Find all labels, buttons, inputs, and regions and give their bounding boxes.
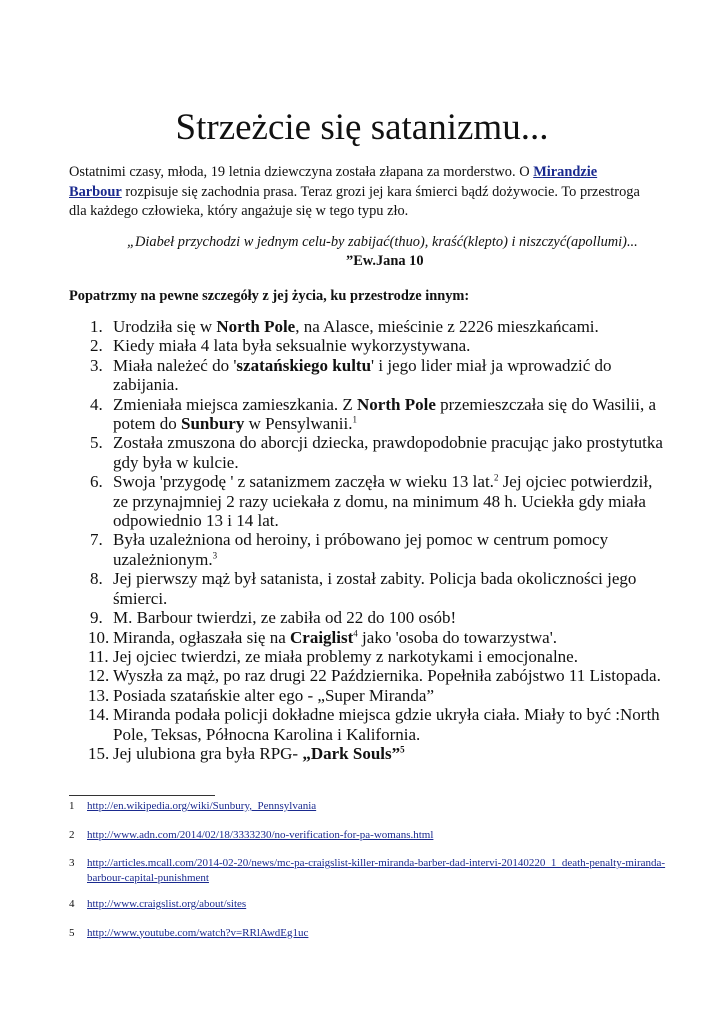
- footnote-item: [69, 897, 669, 912]
- list-item-emphasis: Sunbury: [181, 414, 245, 434]
- footnote-ref: 3: [212, 550, 218, 561]
- list-item-number: 1.: [90, 317, 103, 336]
- list-item: [90, 608, 670, 627]
- footnote-ref: 2: [493, 472, 499, 483]
- list-item-text: Była uzależniona od heroiny, i próbowano jej pomoc w centrum pomocy uzależnionym.: [113, 530, 609, 569]
- list-item-number: 11.: [88, 646, 109, 666]
- list-item: [90, 686, 670, 705]
- list-item-text: Jej ojciec twierdzi, ze miała problemy z narkotykami i emocjonalne.: [113, 646, 578, 666]
- list-item-number: 3.: [90, 355, 103, 375]
- footnote-item: [69, 856, 669, 885]
- list-item-text: Została zmuszona do aborcji dziecka, prawdopodobnie pracując jako prostytutka gdy była w kulcie.: [113, 433, 663, 472]
- list-item-number: 10.: [88, 627, 110, 647]
- footnote-link[interactable]: http://articles.mcall.com/2014-02-20/news/mc-pa-craigslist-killer-miranda-barber-dad-intervi-20140220_1_death-penalty-miranda-barbour-capital-punishment: [87, 857, 666, 884]
- list-item: [90, 744, 670, 763]
- list-item-text: Miranda, ogłaszała się na: [113, 627, 291, 647]
- list-item-emphasis: „Dark Souls”: [302, 743, 401, 763]
- footnote-separator: [69, 795, 215, 796]
- list-item: [90, 647, 670, 666]
- footnotes-list: [69, 799, 669, 954]
- footnote-number: 5: [69, 926, 75, 939]
- list-item: [90, 569, 670, 608]
- list-item-text: Swoja 'przygodę ' z satanizmem zaczęła w wieku 13 lat.: [113, 472, 494, 492]
- list-item-text: w Pensylwanii.: [244, 414, 353, 434]
- list-item-text: M. Barbour twierdzi, ze zabiła od 22 do 100 osób!: [113, 608, 457, 628]
- list-item-number: 13.: [88, 685, 110, 705]
- list-item-text: ' i jego lider miał ja wprowadzić do zabijania.: [113, 355, 612, 395]
- footnote-link[interactable]: http://en.wikipedia.org/wiki/Sunbury,_Pennsylvania: [87, 800, 317, 812]
- list-item: [90, 395, 670, 434]
- intro-paragraph: [69, 163, 659, 222]
- list-item: [90, 705, 670, 744]
- list-item: [90, 472, 670, 530]
- list-item-text: jako 'osoba do towarzystwa'.: [357, 627, 558, 647]
- list-item-text: , na Alasce, mieścinie z 2226 mieszkańcami.: [295, 317, 599, 336]
- quote-text: „Diabeł przychodzi w jednym celu-by zabijać(thuo), kraść(klepto) i niszczyć(apollumi)...: [127, 234, 638, 250]
- list-item-number: 2.: [90, 336, 103, 356]
- footnote-item: [69, 799, 669, 814]
- list-item-number: 15.: [88, 743, 110, 763]
- footnote-ref: 1: [352, 414, 357, 425]
- page-title: Strzeżcie się satanizmu...: [175, 107, 549, 148]
- quote-source: ”Ew.Jana 10: [346, 253, 424, 269]
- list-item-text: Posiada szatańskie alter ego - „Super Miranda”: [113, 685, 434, 705]
- footnote-link[interactable]: http://www.adn.com/2014/02/18/3333230/no-verification-for-pa-womans.html: [87, 828, 434, 841]
- list-item-number: 4.: [90, 394, 103, 414]
- list-item-number: 5.: [90, 433, 103, 453]
- list-item: [90, 628, 670, 647]
- bible-quote: [127, 233, 667, 271]
- list-item-text: Jej pierwszy mąż był satanista, i został zabity. Policja bada okoliczności jego śmierci.: [113, 569, 637, 608]
- footnote-item: [69, 828, 669, 843]
- list-item-text: Urodziła się w: [113, 317, 217, 336]
- footnote-ref: 4: [353, 627, 358, 638]
- list-item: [90, 433, 670, 472]
- list-item-number: 14.: [88, 705, 110, 725]
- link-line-2: Barbour: [69, 183, 122, 200]
- list-item-text: Jej ojciec potwierdził, ze przynajmniej 2 razy uciekała z domu, na minimum 48 h. Uciekła gdy miała odpowiednio 13 i 14 lat.: [113, 472, 653, 531]
- list-item-number: 7.: [90, 530, 103, 550]
- link-line-1: Mirandzie: [533, 164, 598, 180]
- footnote-number: 2: [69, 828, 75, 841]
- list-item: [90, 356, 670, 395]
- list-item-number: 6.: [90, 472, 103, 492]
- list-item-text: Kiedy miała 4 lata była seksualnie wykorzystywana.: [113, 336, 471, 356]
- section-heading: Popatrzmy na pewne szczegóły z jej życia, ku przestrodze innym:: [69, 288, 470, 304]
- list-item: [90, 666, 670, 685]
- footnote-ref: 5: [400, 744, 405, 755]
- list-item: [90, 336, 670, 355]
- facts-list: [90, 317, 670, 763]
- list-item-text: Jej ulubiona gra była RPG-: [113, 743, 303, 763]
- footnote-number: 3: [69, 857, 75, 869]
- list-item-emphasis: szatańskiego kultu: [236, 355, 372, 375]
- footnote-item: [69, 926, 669, 941]
- intro-text-2: rozpisuje się zachodnia prasa. Teraz grozi jej kara śmierci bądź dożywocie. To przestroga dla każdego człowieka, który angażuje się w tego typu zło.: [69, 183, 640, 219]
- footnote-number: 1: [69, 800, 75, 812]
- intro-text-1: Ostatnimi czasy, młoda, 19 letnia dziewczyna została złapana za morderstwo. O: [69, 164, 534, 180]
- list-item-text: przemieszczała się do Wasilii, a potem do: [113, 394, 657, 434]
- list-item-number: 12.: [88, 666, 110, 686]
- list-item: [90, 530, 670, 569]
- list-item-number: 8.: [90, 569, 103, 589]
- list-item-text: Zmieniała miejsca zamieszkania. Z: [113, 394, 358, 414]
- footnote-link[interactable]: http://www.craigslist.org/about/sites: [87, 898, 247, 910]
- list-item-number: 9.: [90, 608, 103, 628]
- list-item-text: Wyszła za mąż, po raz drugi 22 Października. Popełniła zabójstwo 11 Listopada.: [113, 666, 661, 686]
- list-item-text: Miała należeć do ': [113, 355, 237, 375]
- footnote-link[interactable]: http://www.youtube.com/watch?v=RRlAwdEg1uc: [87, 926, 309, 939]
- list-item-emphasis: Craiglist: [290, 627, 354, 647]
- footnote-number: 4: [69, 898, 75, 910]
- list-item-text: Miranda podała policji dokładne miejsca gdzie ukryła ciała. Miały to być :North Pole, Teksas, Północna Karolina i Kalifornia.: [113, 705, 660, 744]
- list-item: [90, 317, 670, 336]
- list-item-emphasis: North Pole: [357, 394, 436, 414]
- list-item-emphasis: North Pole: [216, 317, 296, 336]
